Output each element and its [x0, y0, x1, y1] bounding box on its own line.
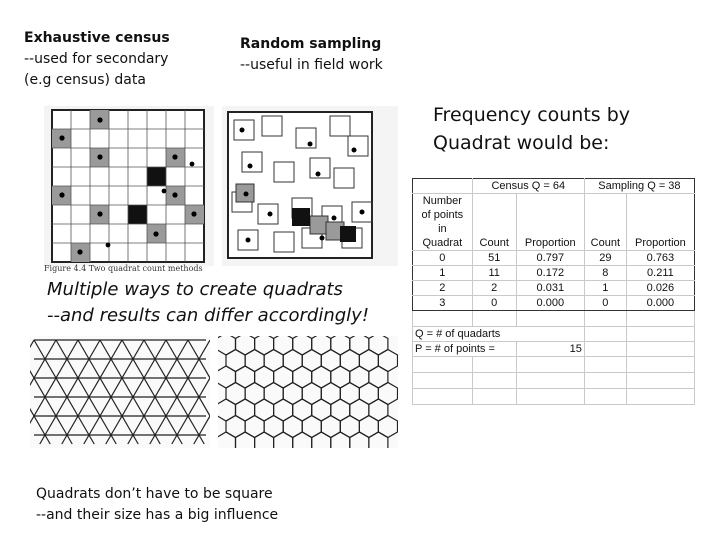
col-sampling-proportion: Proportion [626, 194, 694, 251]
cell: 0 [413, 251, 473, 266]
p-label: P = # of points = [413, 342, 517, 357]
cell: 0.172 [516, 266, 584, 281]
p-value: 15 [516, 342, 584, 357]
cell: 0.211 [626, 266, 694, 281]
q-label: Q = # of quadarts [413, 327, 585, 342]
corner-cell [413, 179, 473, 194]
frequency-line1: Frequency counts by [433, 104, 631, 126]
left-header-line4: Quadrat [422, 237, 463, 249]
cell: 51 [472, 251, 516, 266]
sampling-heading [240, 34, 383, 76]
cell: 0.763 [626, 251, 694, 266]
figure-caption: Figure 4.4 Two quadrat count methods [44, 264, 203, 273]
census-header: Census Q = 64 [472, 179, 584, 194]
cell: 0.797 [516, 251, 584, 266]
frequency-spreadsheet [412, 178, 695, 405]
multiple-line2: --and results can differ accordingly! [47, 305, 370, 326]
cell: 1 [413, 266, 473, 281]
left-header-line2: of points [421, 209, 464, 221]
sampling-title: Random sampling [240, 36, 382, 52]
cell: 0.026 [626, 281, 694, 296]
shape-line2: --and their size has a big influence [36, 507, 279, 523]
multiple-line1: Multiple ways to create quadrats [47, 279, 343, 300]
census-title: Exhaustive census [24, 30, 170, 46]
cell: 11 [472, 266, 516, 281]
sampling-line1: --useful in field work [240, 57, 383, 73]
cell: 29 [584, 251, 626, 266]
col-census-count: Count [472, 194, 516, 251]
cell: 0.031 [516, 281, 584, 296]
left-header-line3: in [438, 223, 447, 235]
cell: 1 [584, 281, 626, 296]
table-row [413, 281, 695, 296]
sampling-quadrat-figure [222, 106, 398, 266]
census-line1: --used for secondary [24, 51, 169, 67]
cell: 3 [413, 296, 473, 311]
left-header-line1: Number [422, 195, 462, 207]
table-row [413, 251, 695, 266]
frequency-line2: Quadrat would be: [433, 132, 610, 154]
col-sampling-count: Count [584, 194, 626, 251]
cell: 0.000 [516, 296, 584, 311]
frequency-heading [433, 101, 630, 157]
cell: 0 [472, 296, 516, 311]
left-header [413, 194, 473, 251]
sampling-header: Sampling Q = 38 [584, 179, 694, 194]
table-row [413, 296, 695, 311]
triangular-quadrat-figure [30, 336, 210, 448]
multiple-ways-note [47, 277, 369, 329]
census-heading [24, 28, 170, 91]
cell: 0 [584, 296, 626, 311]
census-line2: (e.g census) data [24, 72, 146, 88]
frequency-table [412, 178, 695, 424]
hexagonal-quadrat-figure [218, 336, 398, 448]
cell: 2 [413, 281, 473, 296]
col-census-proportion: Proportion [516, 194, 584, 251]
table-row [413, 266, 695, 281]
cell: 0.000 [626, 296, 694, 311]
shape-line1: Quadrats don’t have to be square [36, 486, 273, 502]
cell: 8 [584, 266, 626, 281]
cell: 2 [472, 281, 516, 296]
census-quadrat-figure [44, 106, 214, 266]
quadrat-shape-note [36, 484, 278, 526]
